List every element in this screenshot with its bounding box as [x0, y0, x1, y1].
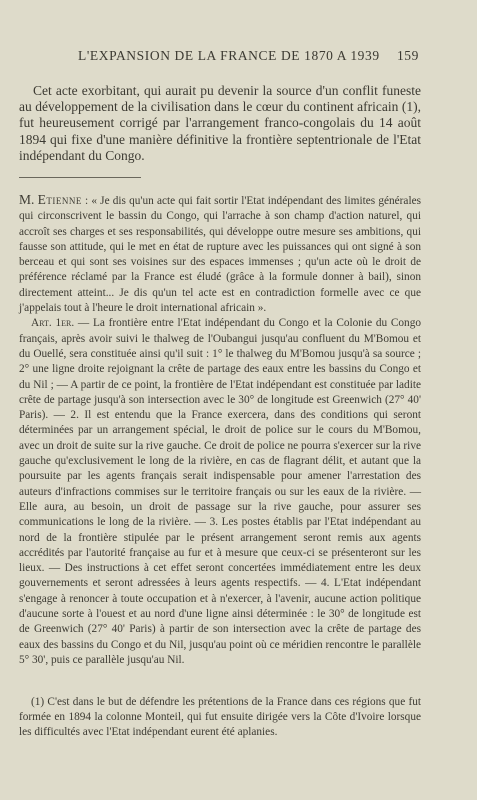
article-paragraph [19, 316, 421, 668]
intro-paragraph: Cet acte exorbitant, qui aurait pu devenir la source d'un conflit funeste au développement de la civilisation dans le cœur du continent africain (1), fut heureusement corrigé par l'arrangement franco-congolais du 14 août 1894 qui fixe d'une manière définitive la frontière septentrionale de l'Etat indépendant du Congo. [19, 83, 421, 163]
speaker-name: Etienne [37, 192, 82, 207]
speaker-prefix: M. [19, 192, 35, 207]
speech-text: : « Je dis qu'un acte qui fait sortir l'Etat indépendant des limites générales qui circonscrivent le bassin du Congo, qui l'arrache à son champ d'action naturel, qui accroît ses charges et ses responsabilités, qui développe outre mesure ses ambitions, qui fausse son attitude, qui le met en état de rupture avec les puissances qui ont signé à son berceau et qui sont ses voisines sur des espaces immenses ; qu'un acte où le droit de préférence réclamé par la France est éludé (grâce à la formule donner à bail), sinon directement atteint... Je dis qu'un tel acte est en contradiction formelle avec ce que j'appelais tout à l'heure le droit international africain ». [19, 195, 421, 315]
intro-section [19, 83, 421, 164]
footnote [19, 695, 421, 741]
running-header [78, 48, 419, 68]
section-divider [19, 177, 141, 178]
article-text: — La frontière entre l'Etat indépendant du Congo et la Colonie du Congo français, après avoir suivi le thalweg de l'Oubangui jusqu'au confluent du M'Bomou et du Ouellé, sera constituée ainsi qu'il suit : 1° le thalweg du M'Bomou jusqu'à sa source ; 2° une ligne droite rejoignant la crête de partage des eaux entre les bassins du Congo et du Nil ; — A partir de ce point, la frontière de l'Etat indépendant est constituée par ladite crête de partage jusqu'à son intersection avec le 30° de longitude est Greenwich (27° 40' Paris). — 2. Il est entendu que la France exercera, dans des conditions qui seront déterminées par un arrangement spécial, le droit de police sur le cours du M'Bomou, avec un droit de suite sur la rive gauche. Ce droit de police ne pourra s'exercer sur la rive gauche qu'exclusivement le long de la rivière, en cas de flagrant délit, et autant que la poursuite par les agents français serait indispensable pour amener l'arrestation des auteurs d'infractions commises sur le territoire français ou sur les eaux de la rivière. — Elle aura, au besoin, un droit de passage sur la rive gauche, pour assurer ses communications le long de la rivière. — 3. Les postes établis par l'Etat indépendant au nord de la frontière stipulée par le présent arrangement seront remis aux agents accrédités par l'autorité française au fur et à mesure que ceux-ci se présenteront sur les lieux. — Des instructions à cet effet seront concertées immédiatement entre les deux gouvernements et seront adressées à leurs agents respectifs. — 4. L'Etat indépendant s'engage à renoncer à toute occupation et à n'exercer, à l'avenir, aucune action politique d'aucune sorte à l'ouest et au nord d'une ligne ainsi déterminée : le 30° de longitude est de Greenwich (27° 40' Paris) à partir de son intersection avec la crête de partage des eaux des bassins du Congo et du Nil, jusqu'au point où ce méridien rencontre le parallèle 5° 30', puis ce parallèle jusqu'au Nil. [19, 317, 421, 666]
footnote-text: (1) C'est dans le but de défendre les prétentions de la France dans ces régions que fut formée en 1894 la colonne Monteil, qui fut ensuite dirigée vers la Côte d'Ivoire lorsque les difficultés avec l'Etat indépendant eurent été aplanies. [19, 696, 421, 739]
main-text [19, 192, 421, 668]
page-number: 159 [396, 48, 419, 63]
article-label: Art. 1er. [31, 317, 75, 330]
running-title: L'EXPANSION DE LA FRANCE DE 1870 A 1939 [78, 48, 380, 63]
speech-paragraph [19, 192, 421, 316]
